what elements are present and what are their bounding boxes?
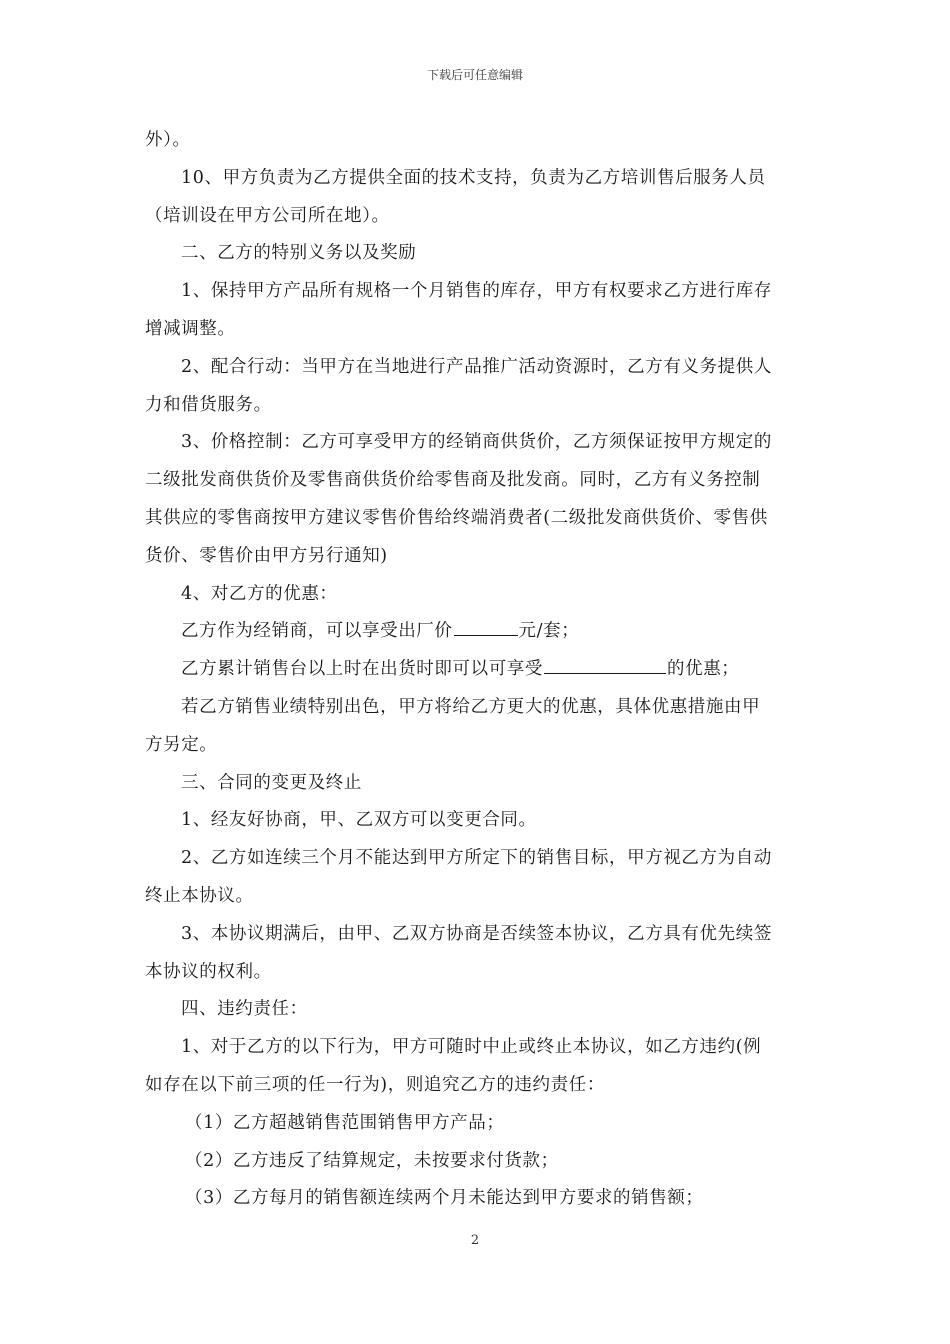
line-text: 元/套； <box>518 621 580 642</box>
paragraph-line: 终止本协议。 <box>145 885 254 906</box>
paragraph-line: 2、配合行动：当甲方在当地进行产品推广活动资源时，乙方有义务提供人 <box>181 356 772 377</box>
paragraph-line: 如存在以下前三项的任一行为)，则追究乙方的违约责任： <box>145 1074 605 1095</box>
paragraph-line: 二级批发商供货价及零售商供货价给零售商及批发商。同时，乙方有义务控制 <box>145 470 761 491</box>
paragraph-line <box>145 613 807 651</box>
paragraph-line: 增减调整。 <box>145 318 236 339</box>
fill-in-blank <box>544 655 666 674</box>
paragraph-line: 方另定。 <box>145 734 218 755</box>
paragraph-line: 力和借货服务。 <box>145 394 272 415</box>
fill-in-blank <box>454 617 518 636</box>
section-heading: 二、乙方的特别义务以及奖励 <box>181 243 417 264</box>
line-text: 的优惠； <box>667 659 740 680</box>
paragraph-line: 1、经友好协商，甲、乙双方可以变更合同。 <box>181 810 537 831</box>
paragraph-line: （培训设在甲方公司所在地）。 <box>145 205 390 226</box>
paragraph-line: 其供应的零售商按甲方建议零售价售给终端消费者(二级批发商供货价、零售供 <box>145 507 768 528</box>
page-number: 2 <box>470 1233 480 1248</box>
paragraph-line: 1、保持甲方产品所有规格一个月销售的库存，甲方有权要求乙方进行库存 <box>181 281 772 302</box>
paragraph-line: 货价、零售价由甲方另行通知) <box>145 545 388 566</box>
paragraph-line: 外）。 <box>145 130 191 150</box>
paragraph-line: 4、对乙方的优惠： <box>181 583 338 604</box>
paragraph-line: 3、本协议期满后，由甲、乙双方协商是否续签本协议，乙方具有优先续签 <box>181 923 772 944</box>
list-item: （2）乙方违反了结算规定，未按要求付货款； <box>185 1150 559 1171</box>
line-text: 乙方累计销售台以上时在出货时即可以可享受 <box>181 659 543 680</box>
paragraph-line <box>145 651 807 689</box>
paragraph-line: 3、价格控制：乙方可享受甲方的经销商供货价，乙方须保证按甲方规定的 <box>181 432 772 453</box>
page-header: 下载后可任意编辑 <box>426 68 523 82</box>
paragraph-line: 1、对于乙方的以下行为，甲方可随时中止或终止本协议，如乙方违约(例 <box>181 1037 762 1058</box>
line-text: 乙方作为经销商，可以享受出厂价 <box>181 621 453 642</box>
list-item: （1）乙方超越销售范围销售甲方产品； <box>185 1112 505 1133</box>
section-heading: 四、违约责任： <box>181 999 308 1020</box>
paragraph-line: 本协议的权利。 <box>145 961 272 982</box>
paragraph-line: 10、甲方负责为乙方提供全面的技术支持，负责为乙方培训售后服务人员 <box>181 167 766 188</box>
list-item: （3）乙方每月的销售额连续两个月未能达到甲方要求的销售额； <box>185 1188 704 1209</box>
section-heading: 三、合同的变更及终止 <box>181 772 362 793</box>
paragraph-line: 2、乙方如连续三个月不能达到甲方所定下的销售目标，甲方视乙方为自动 <box>181 848 772 869</box>
document-body <box>145 122 807 1218</box>
paragraph-line: 若乙方销售业绩特别出色，甲方将给乙方更大的优惠，具体优惠措施由甲 <box>181 696 761 717</box>
